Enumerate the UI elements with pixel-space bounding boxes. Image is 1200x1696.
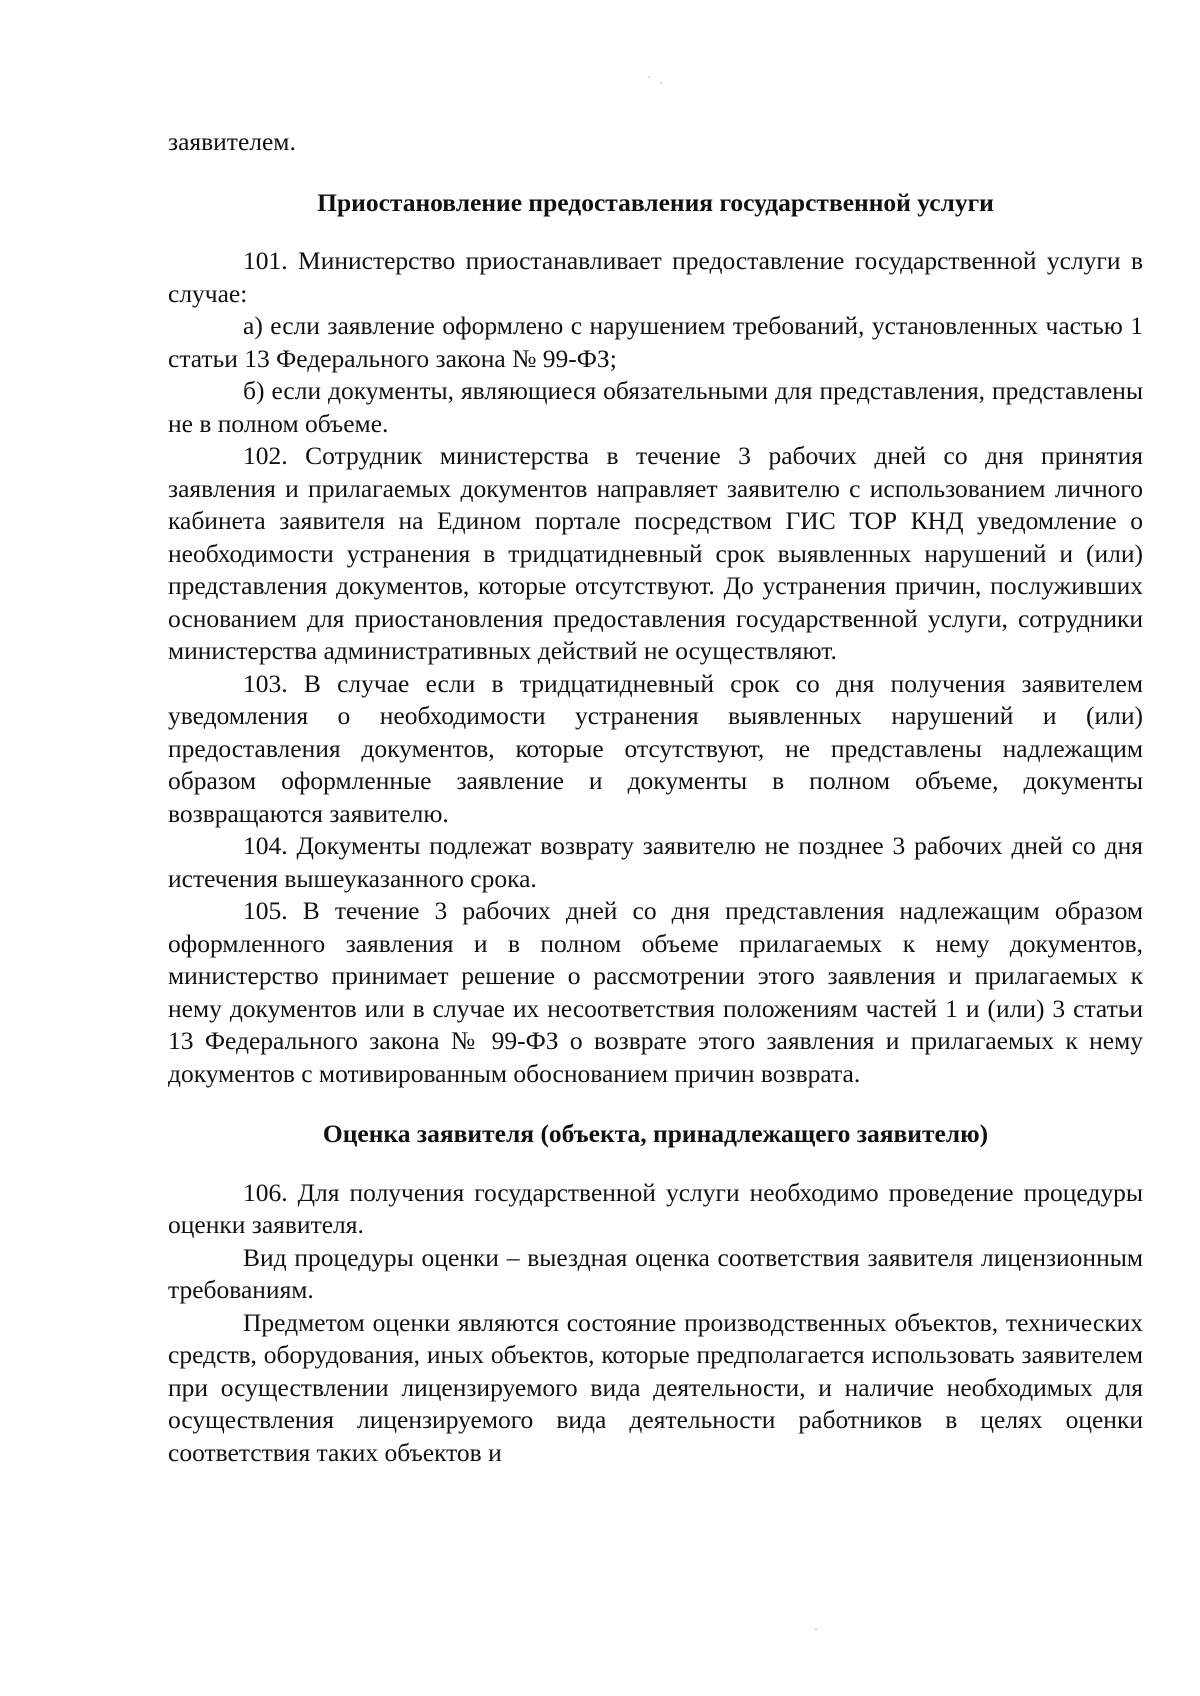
paragraph-103: 103. В случае если в тридцатидневный срок со дня получения заявителем уведомления о необходимости устранения выявленных нарушений и (или) предоставления документов, которые отсутствуют, не представлены надлежащим образом оформленные заявление и документы в полном объеме, документы возвращаются заявителю. — [168, 668, 1143, 828]
paragraph-106: 106. Для получения государственной услуги необходимо проведение процедуры оценки заявителя. — [168, 1177, 1143, 1239]
paragraph-105: 105. В течение 3 рабочих дней со дня представления надлежащим образом оформленного заявления и в полном объеме прилагаемых к нему документов, министерство принимает решение о рассмотрении этого заявления и прилагаемых к нему документов или в случае их несоответствия положениям частей 1 и (или) 3 статьи 13 Федерального закона № 99-ФЗ о возврате этого заявления и прилагаемых к нему документов с мотивированным обоснованием причин возврата. — [168, 896, 1143, 1088]
document-body — [168, 126, 1143, 1469]
continuation-text: заявителем. — [168, 127, 296, 156]
paragraph-101-b: б) если документы, являющиеся обязательными для представления, представлены не в полном объеме. — [168, 376, 1143, 438]
scan-speck — [648, 76, 650, 78]
paragraph-101-a: а) если заявление оформлено с нарушением требований, установленных частью 1 статьи 13 Федерального закона № 99-ФЗ; — [168, 311, 1143, 373]
section-heading-assessment: Оценка заявителя (объекта, принадлежащего заявителю) — [322, 1119, 989, 1148]
section-heading-suspension: Приостановление предоставления государственной услуги — [317, 187, 994, 217]
scan-speck — [660, 82, 662, 84]
paragraph-106-subject: Предметом оценки являются состояние производственных объектов, технических средств, оборудования, иных объектов, которые предполагается использовать заявителем при осуществлении лицензируемого вида деятельности, и наличие необходимых для осуществления лицензируемого вида деятельности работников в целях оценки соответствия таких объектов и — [168, 1307, 1143, 1467]
scan-speck — [815, 1628, 817, 1630]
paragraph-106-type: Вид процедуры оценки – выездная оценка соответствия заявителя лицензионным требованиям. — [168, 1242, 1143, 1304]
paragraph-102: 102. Сотрудник министерства в течение 3 рабочих дней со дня принятия заявления и прилагаемых документов направляет заявителю с использованием личного кабинета заявителя на Едином портале посредством ГИС ТОР КНД уведомление о необходимости устранения в тридцатидневный срок выявленных нарушений и (или) представления документов, которые отсутствуют. До устранения причин, послуживших основанием для приостановления предоставления государственной услуги, сотрудники министерства административных действий не осуществляют. — [168, 441, 1143, 665]
paragraph-101: 101. Министерство приостанавливает предоставление государственной услуги в случае: — [168, 246, 1143, 308]
paragraph-104: 104. Документы подлежат возврату заявителю не позднее 3 рабочих дней со дня истечения вышеуказанного срока. — [168, 831, 1143, 893]
